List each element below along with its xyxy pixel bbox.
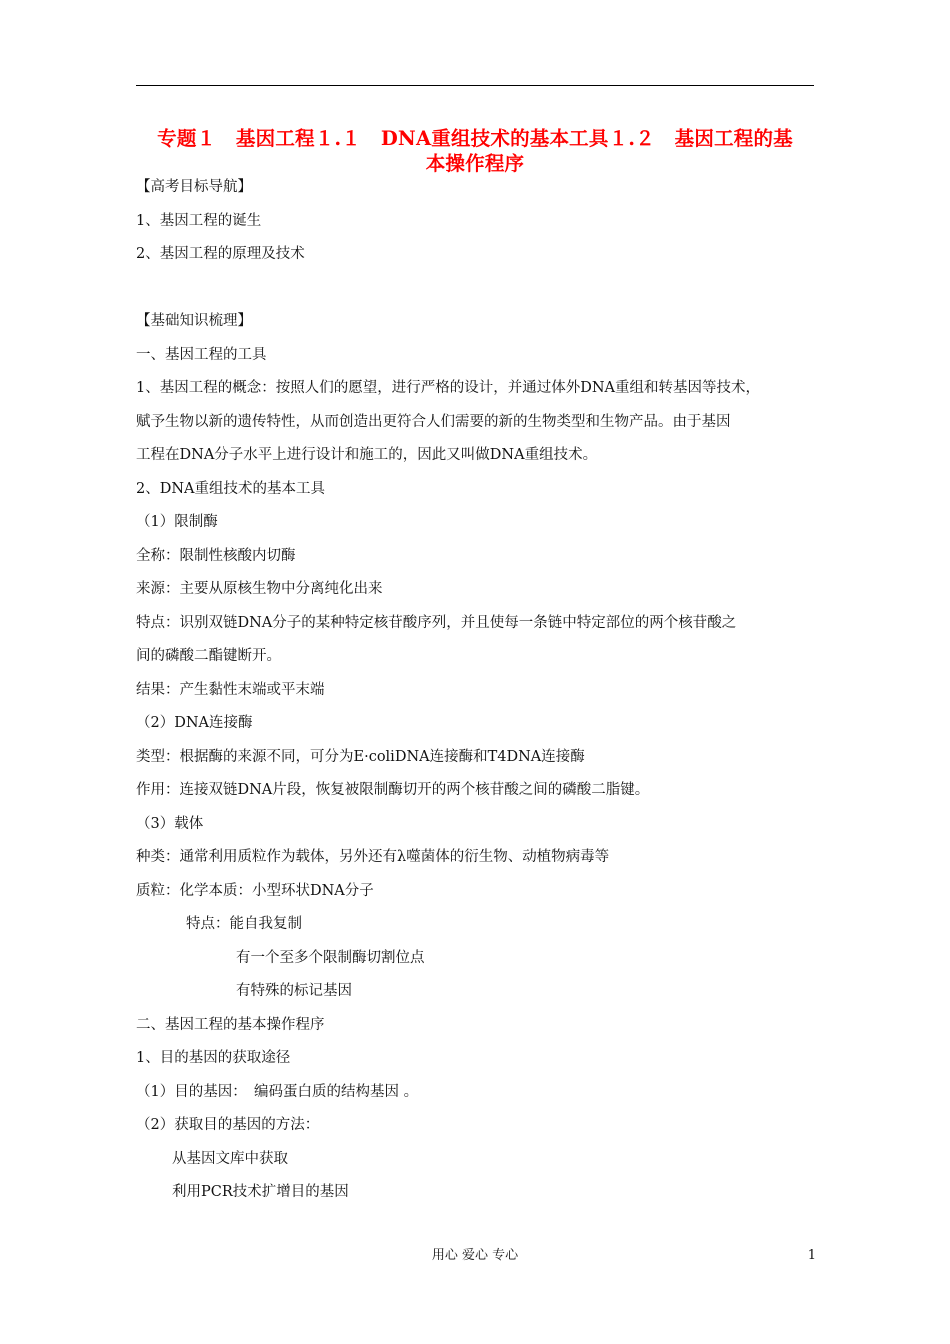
section-heading-basics: 【基础知识梳理】 bbox=[136, 313, 252, 329]
paragraph-line: 质粒：化学本质：小型环状DNA分子 bbox=[136, 882, 374, 899]
title-line-1: 专题１ 基因工程１.１ DNA重组技术的基本工具１.２ 基因工程的基 bbox=[157, 127, 793, 150]
paragraph-line-indented: 利用PCR技术扩增目的基因 bbox=[172, 1184, 349, 1200]
paragraph-line: 类型：根据酶的来源不同，可分为E·coliDNA连接酶和T4DNA连接酶 bbox=[136, 748, 585, 765]
item-heading: （1）目的基因： 编码蛋白质的结构基因 。 bbox=[136, 1083, 419, 1100]
subsection-heading: 2、DNA重组技术的基本工具 bbox=[136, 480, 326, 497]
paragraph-line: 赋予生物以新的遗传特性，从而创造出更符合人们需要的新的生物类型和生物产品。由于基因 bbox=[136, 413, 731, 430]
paragraph-line-indented: 有特殊的标记基因 bbox=[236, 983, 352, 999]
item-heading: （2）获取目的基因的方法： bbox=[136, 1117, 320, 1133]
paragraph-line: 结果：产生黏性末端或平末端 bbox=[136, 681, 325, 698]
section-heading-goals: 【高考目标导航】 bbox=[136, 179, 252, 195]
header-rule bbox=[136, 85, 814, 86]
page-number: 1 bbox=[807, 1248, 816, 1263]
blank-line bbox=[136, 277, 816, 311]
goal-item: 1、基因工程的诞生 bbox=[136, 212, 262, 229]
item-heading: （2）DNA连接酶 bbox=[136, 715, 253, 731]
paragraph-line-indented: 有一个至多个限制酶切割位点 bbox=[236, 949, 425, 966]
subsection-heading: 1、目的基因的获取途径 bbox=[136, 1050, 291, 1066]
paragraph-line: 作用：连接双链DNA片段，恢复被限制酶切开的两个核苷酸之间的磷酸二脂键。 bbox=[136, 782, 650, 798]
title-line-2: 本操作程序 bbox=[425, 152, 525, 175]
paragraph-line: 种类：通常利用质粒作为载体，另外还有λ噬菌体的衍生物、动植物病毒等 bbox=[136, 849, 610, 865]
goal-item: 2、基因工程的原理及技术 bbox=[136, 246, 305, 262]
paragraph-line: 全称：限制性核酸内切酶 bbox=[136, 547, 296, 564]
paragraph-line: 特点：识别双链DNA分子的某种特定核苷酸序列，并且使每一条链中特定部位的两个核苷酸之 bbox=[136, 614, 737, 631]
paragraph-line: 工程在DNA分子水平上进行设计和施工的，因此又叫做DNA重组技术。 bbox=[136, 447, 598, 463]
document-body bbox=[136, 176, 816, 1215]
subsection-heading: 一、基因工程的工具 bbox=[136, 346, 267, 363]
subsection-heading: 二、基因工程的基本操作程序 bbox=[136, 1016, 325, 1033]
footer-slogan: 用心 爱心 专心 bbox=[431, 1248, 519, 1263]
paragraph-line-indented: 特点：能自我复制 bbox=[186, 916, 302, 932]
paragraph-line: 来源：主要从原核生物中分离纯化出来 bbox=[136, 581, 383, 597]
paragraph-line-indented: 从基因文库中获取 bbox=[172, 1150, 288, 1167]
paragraph-line: 1、基因工程的概念：按照人们的愿望，进行严格的设计，并通过体外DNA重组和转基因等技术， bbox=[136, 380, 761, 396]
item-heading: （1）限制酶 bbox=[136, 514, 218, 530]
item-heading: （3）载体 bbox=[136, 815, 204, 832]
paragraph-line: 间的磷酸二酯键断开。 bbox=[136, 648, 281, 664]
document-title bbox=[136, 126, 814, 176]
